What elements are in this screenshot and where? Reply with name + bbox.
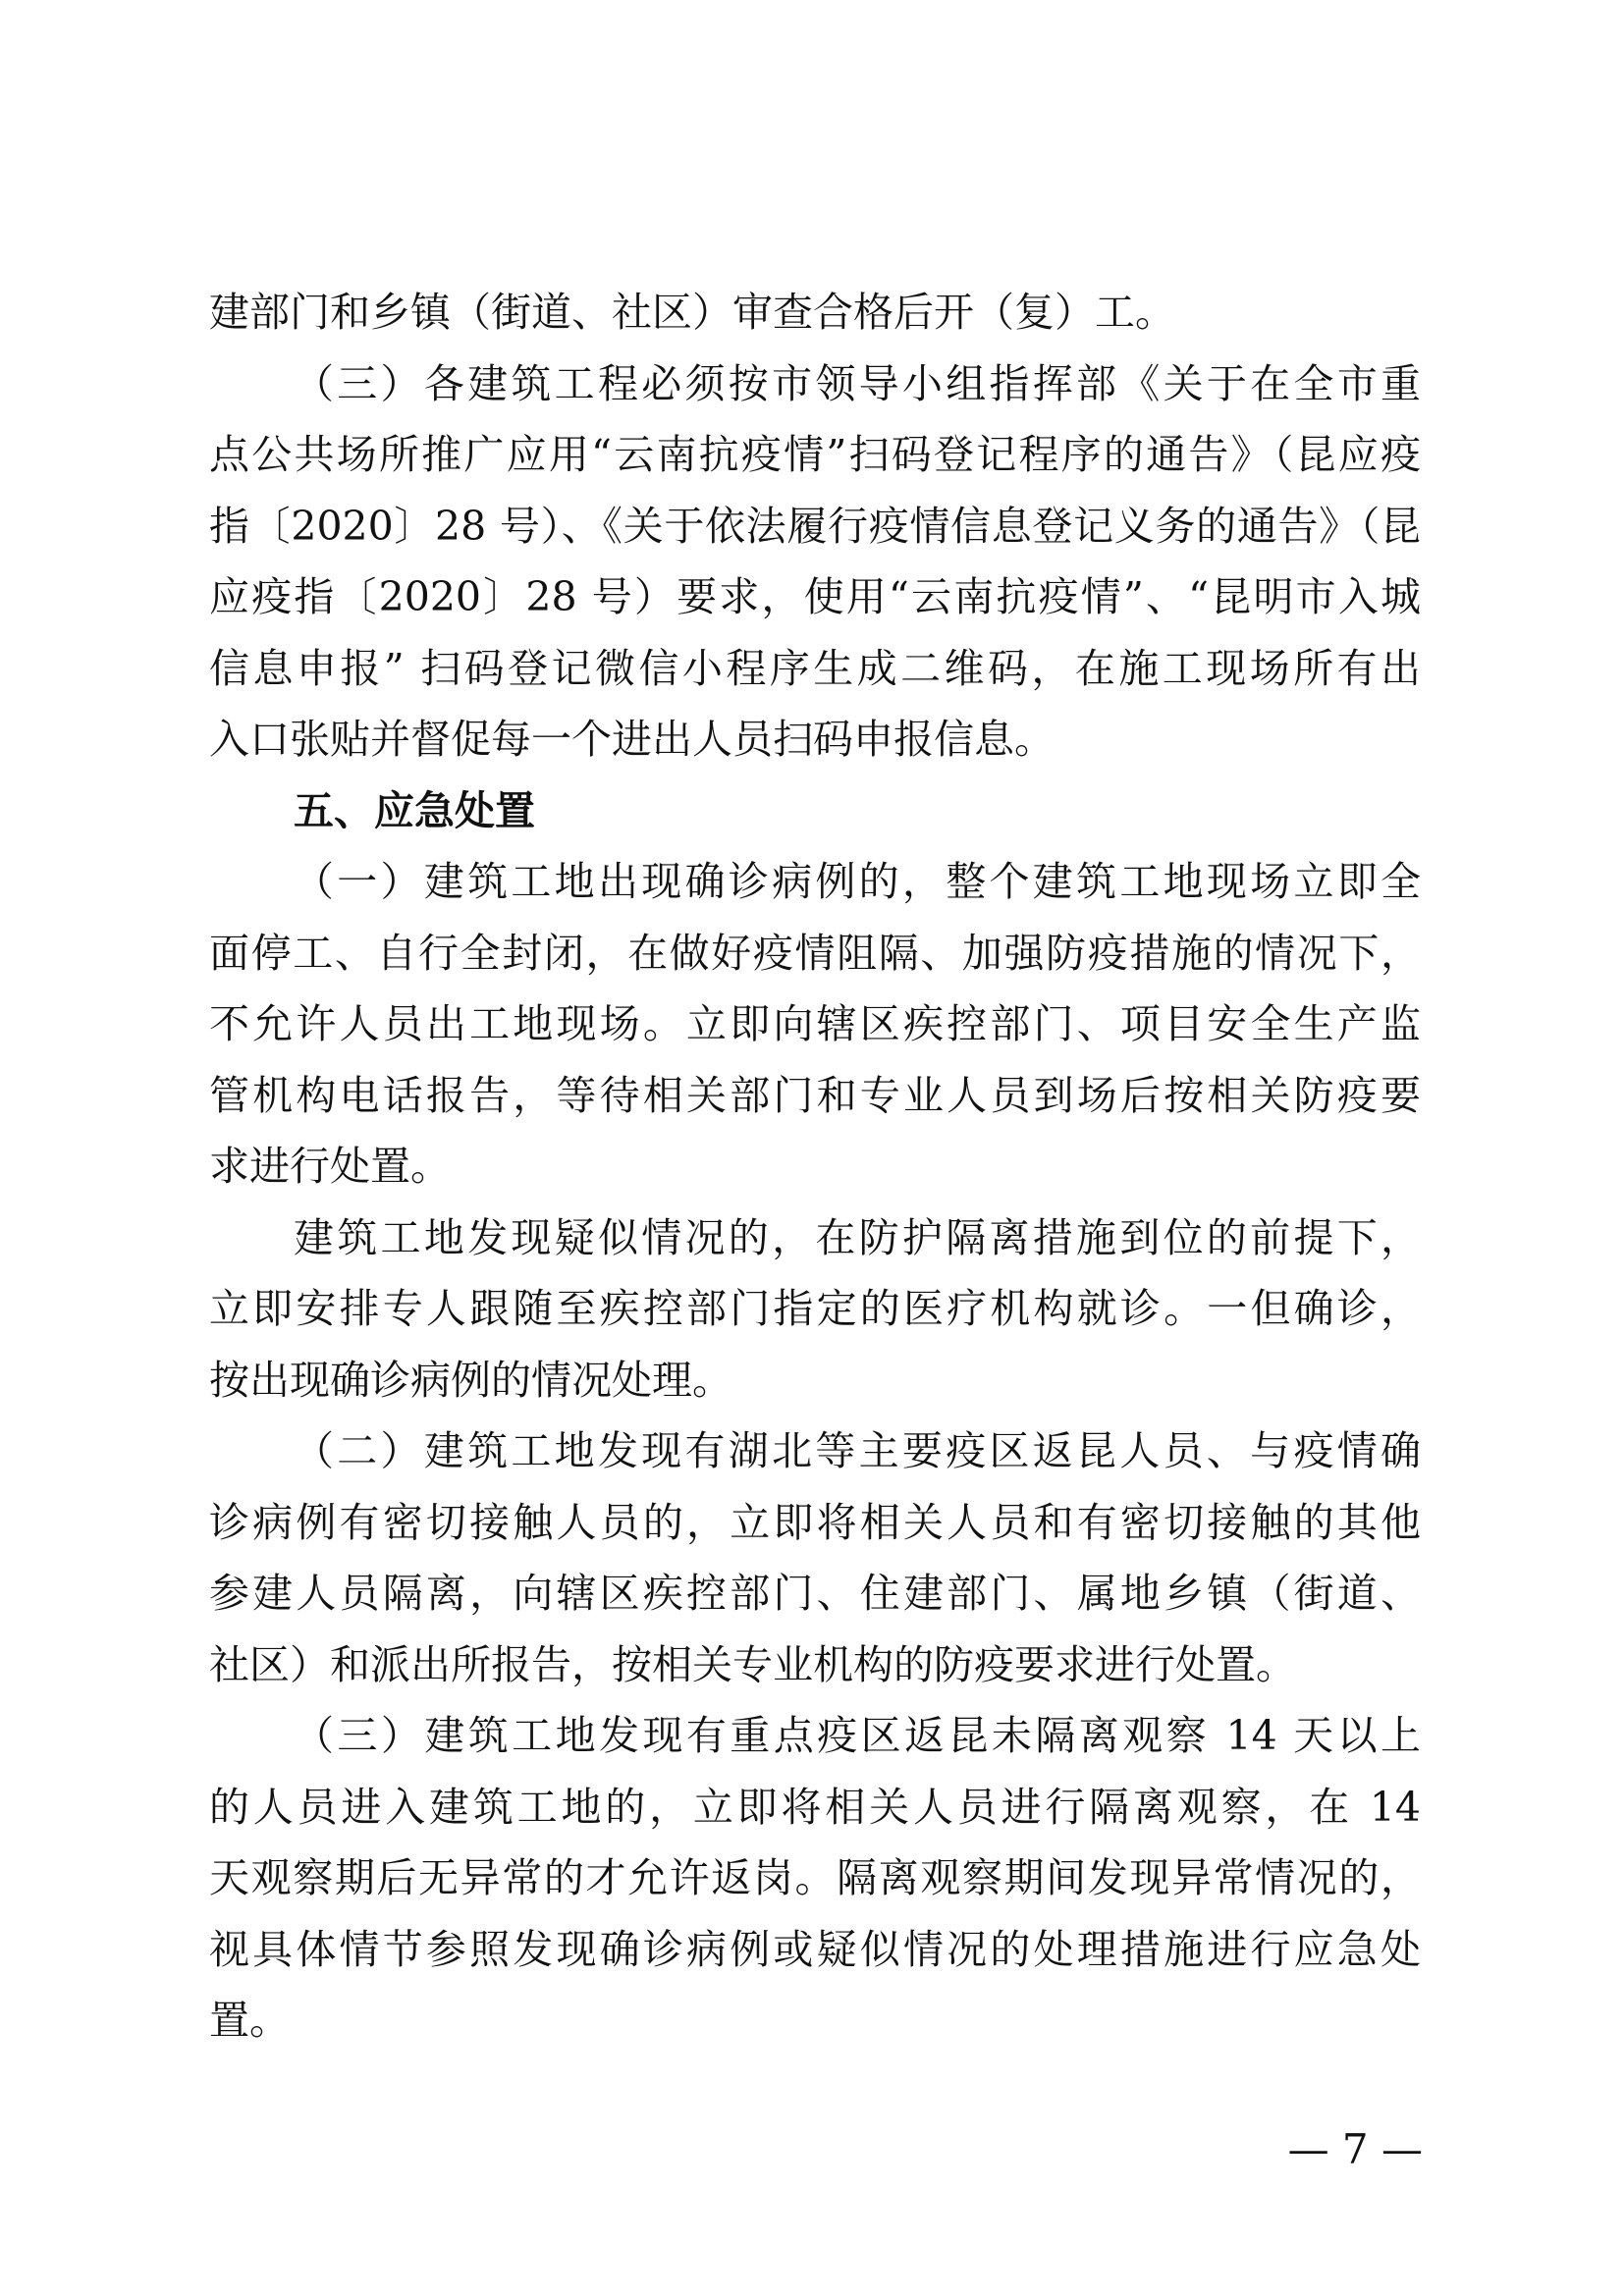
text-line: 天观察期后无异常的才允许返岗。隔离观察期间发现异常情况的，	[209, 1854, 1421, 1901]
text-line: 面停工、自行全封闭，在做好疫情阻隔、加强防疫措施的情况下，	[209, 929, 1421, 977]
text-line: （二）建筑工地发现有湖北等主要疫区返昆人员、与疫情确	[294, 1427, 1421, 1474]
text-line: 立即安排专人跟随至疾控部门指定的医疗机构就诊。一但确诊，	[209, 1285, 1421, 1332]
section-heading: 五、应急处置	[294, 786, 535, 834]
text-line: （三）各建筑工程必须按市领导小组指挥部《关于在全市重	[294, 359, 1421, 407]
text-line: 入口张贴并督促每一个进出人员扫码申报信息。	[209, 716, 1055, 763]
text-line: 按出现确诊病例的情况处理。	[209, 1356, 732, 1404]
text-line: 诊病例有密切接触人员的，立即将相关人员和有密切接触的其他	[209, 1498, 1421, 1546]
text-line: 不允许人员出工地现场。立即向辖区疾控部门、项目安全生产监	[209, 1000, 1421, 1047]
text-line: 视具体情节参照发现确诊病例或疑似情况的处理措施进行应急处	[209, 1925, 1421, 1973]
text-line: 置。	[209, 1997, 290, 2044]
text-line: 社区）和派出所报告，按相关专业机构的防疫要求进行处置。	[209, 1640, 1296, 1688]
page-number: — 7 —	[1287, 2125, 1423, 2173]
text-line: 参建人员隔离，向辖区疾控部门、住建部门、属地乡镇（街道、	[209, 1570, 1421, 1617]
text-line: 建筑工地发现疑似情况的，在防护隔离措施到位的前提下，	[294, 1213, 1421, 1261]
text-line: 点公共场所推广应用“云南抗疫情”扫码登记程序的通告》（昆应疫	[209, 431, 1421, 478]
text-line: 建部门和乡镇（街道、社区）审查合格后开（复）工。	[209, 289, 1175, 336]
text-line: 的人员进入建筑工地的，立即将相关人员进行隔离观察，在 14	[209, 1783, 1421, 1831]
text-line: 指〔2020〕28 号）、《关于依法履行疫情信息登记义务的通告》（昆	[209, 502, 1421, 550]
text-line: （三）建筑工地发现有重点疫区返昆未隔离观察 14 天以上	[294, 1712, 1421, 1759]
text-line: 求进行处置。	[209, 1143, 451, 1190]
document-body	[209, 277, 1421, 2056]
text-line: 信息申报” 扫码登记微信小程序生成二维码，在施工现场所有出	[209, 644, 1421, 692]
text-line: 应疫指〔2020〕28 号）要求，使用“云南抗疫情”、“昆明市入城	[209, 573, 1421, 620]
text-line: 管机构电话报告，等待相关部门和专业人员到场后按相关防疫要	[209, 1071, 1421, 1119]
text-line: （一）建筑工地出现确诊病例的，整个建筑工地现场立即全	[294, 858, 1421, 905]
